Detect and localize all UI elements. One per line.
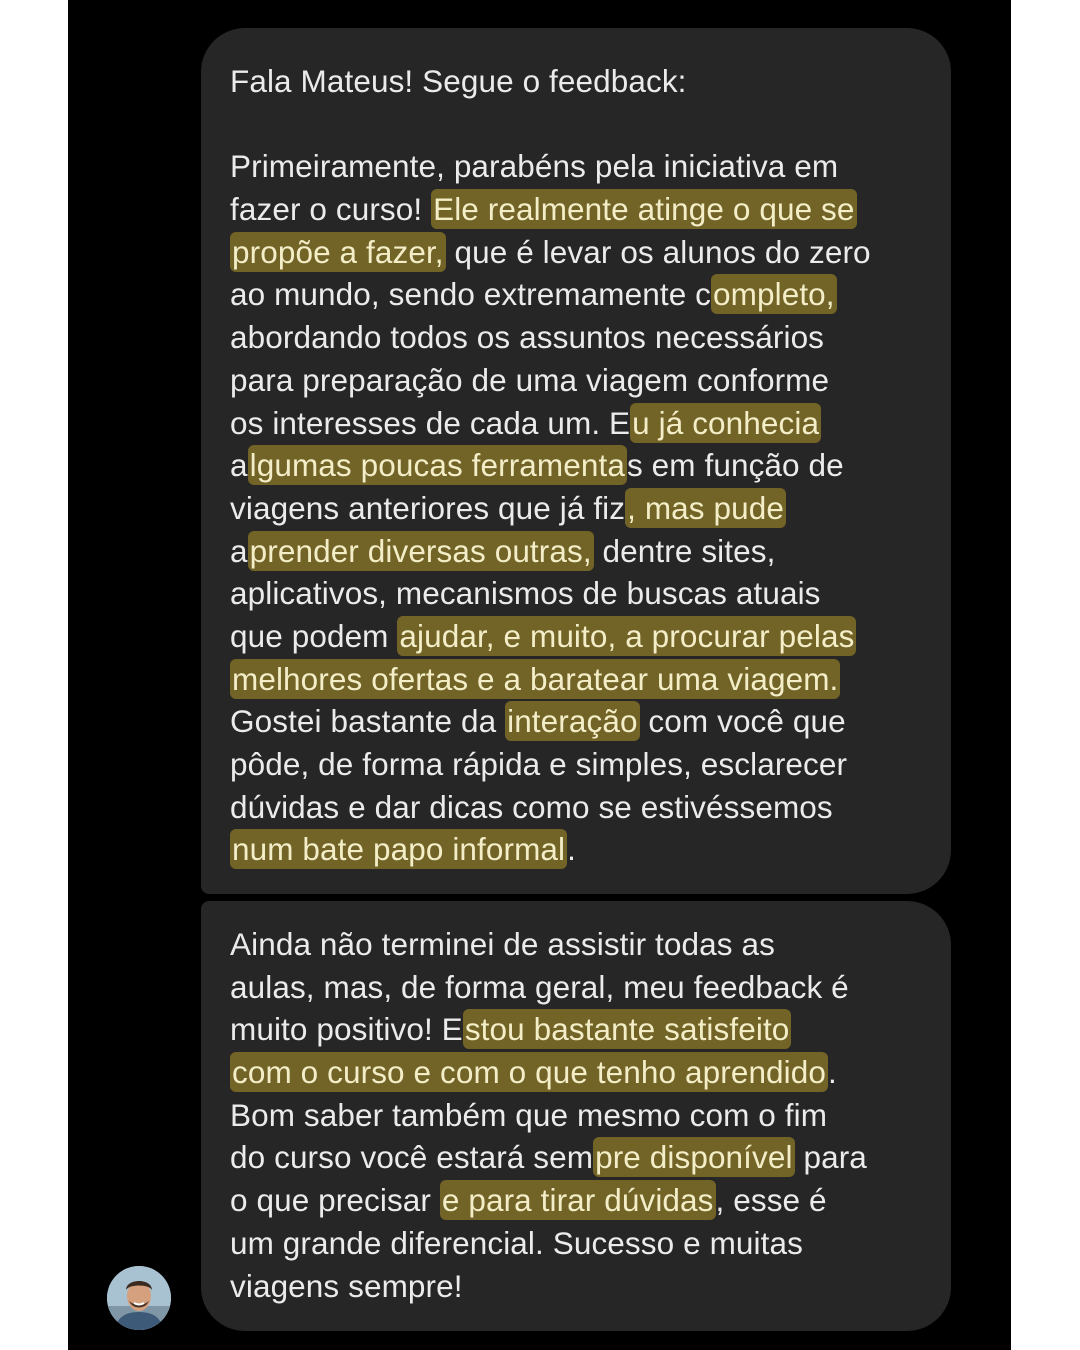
highlighted-text: num bate papo informal	[232, 831, 566, 868]
avatar[interactable]	[107, 1266, 171, 1330]
user-photo-avatar-icon	[107, 1266, 171, 1330]
message-text: Gostei bastante da	[230, 703, 506, 740]
message-line	[230, 743, 921, 786]
message-line	[230, 1265, 921, 1308]
message-text: para	[794, 1139, 867, 1176]
message-text: um grande diferencial. Sucesso e muitas	[230, 1224, 803, 1261]
message-text: aulas, mas, de forma geral, meu feedback é	[230, 968, 849, 1005]
message-line	[230, 402, 921, 445]
message-text: o que precisar	[230, 1182, 440, 1219]
message-line	[230, 1179, 921, 1222]
message-text: Fala Mateus! Segue o feedback:	[230, 63, 687, 99]
message-text: que podem	[230, 617, 398, 654]
message-text: Primeiramente, parabéns pela iniciativa em	[230, 148, 839, 185]
highlighted-text: lgumas poucas ferramenta	[249, 447, 625, 484]
message-text: viagens sempre!	[230, 1267, 463, 1304]
message-line	[230, 60, 921, 103]
message-text: os interesses de cada um. E	[230, 404, 631, 441]
message-line	[230, 444, 921, 487]
message-line	[230, 530, 921, 573]
message-text: pôde, de forma rápida e simples, esclarecer	[230, 746, 848, 782]
message-text: viagens anteriores que já fiz	[230, 489, 626, 526]
message-line	[230, 1094, 921, 1137]
message-text: .	[828, 1054, 837, 1091]
highlighted-text: propõe a fazer,	[232, 233, 444, 270]
message-bubble[interactable]	[201, 28, 951, 894]
message-text: abordando todos os assuntos necessários	[230, 319, 825, 356]
message-bubble[interactable]	[201, 901, 951, 1331]
highlighted-text: Ele realmente atinge o que se	[433, 191, 855, 228]
message-line	[230, 316, 921, 359]
message-line	[230, 966, 921, 1009]
message-line	[230, 615, 921, 658]
message-text: fazer o curso!	[230, 191, 432, 228]
message-text: a	[230, 447, 248, 484]
message-line	[230, 487, 921, 530]
message-text: para preparação de uma viagem conforme	[230, 361, 830, 398]
message-line	[230, 273, 921, 316]
message-text: que é levar os alunos do zero	[445, 233, 871, 270]
message-text: .	[567, 831, 577, 868]
message-line	[230, 231, 921, 274]
message-text: dúvidas e dar dicas como se estivéssemos	[230, 788, 833, 825]
message-line	[230, 188, 921, 231]
message-line	[230, 359, 921, 402]
message-text: s em função de	[626, 447, 844, 484]
message-line	[230, 1222, 921, 1265]
message-line	[230, 658, 921, 701]
message-line	[230, 1051, 921, 1094]
message-text: ao mundo, sendo extremamente c	[230, 276, 712, 313]
highlighted-text: melhores ofertas e a baratear uma viagem.	[232, 660, 839, 697]
message-text: muito positivo! E	[230, 1011, 463, 1048]
message-line	[230, 786, 921, 829]
highlighted-text: stou bastante satisfeito	[464, 1011, 790, 1048]
message-text: aplicativos, mecanismos de buscas atuais	[230, 575, 821, 612]
message-line	[230, 145, 921, 188]
highlighted-text: com o curso e com o que tenho aprendido	[232, 1054, 827, 1091]
highlighted-text: prender diversas outras,	[249, 532, 592, 569]
message-text: , esse é	[715, 1182, 827, 1219]
message-line	[230, 923, 921, 966]
message-line	[230, 828, 921, 871]
message-text: Ainda não terminei de assistir todas as	[230, 926, 775, 962]
highlighted-text: e para tirar dúvidas	[441, 1182, 714, 1219]
highlighted-text: ajudar, e muito, a procurar pelas	[399, 617, 855, 654]
paragraph-gap	[230, 103, 921, 146]
highlighted-text: u já conhecia	[632, 404, 820, 441]
message-text: com você que	[639, 703, 846, 740]
highlighted-text: pre disponível	[595, 1139, 793, 1176]
highlighted-text: , mas pude	[627, 489, 784, 526]
message-line	[230, 700, 921, 743]
message-text: dentre sites,	[593, 532, 776, 569]
message-text: Bom saber também que mesmo com o fim	[230, 1096, 828, 1133]
highlighted-text: ompleto,	[713, 276, 835, 313]
highlighted-text: interação	[507, 703, 638, 740]
message-line	[230, 1136, 921, 1179]
message-line	[230, 1008, 921, 1051]
message-line	[230, 572, 921, 615]
message-text: do curso você estará sem	[230, 1139, 594, 1176]
message-text: a	[230, 532, 248, 569]
